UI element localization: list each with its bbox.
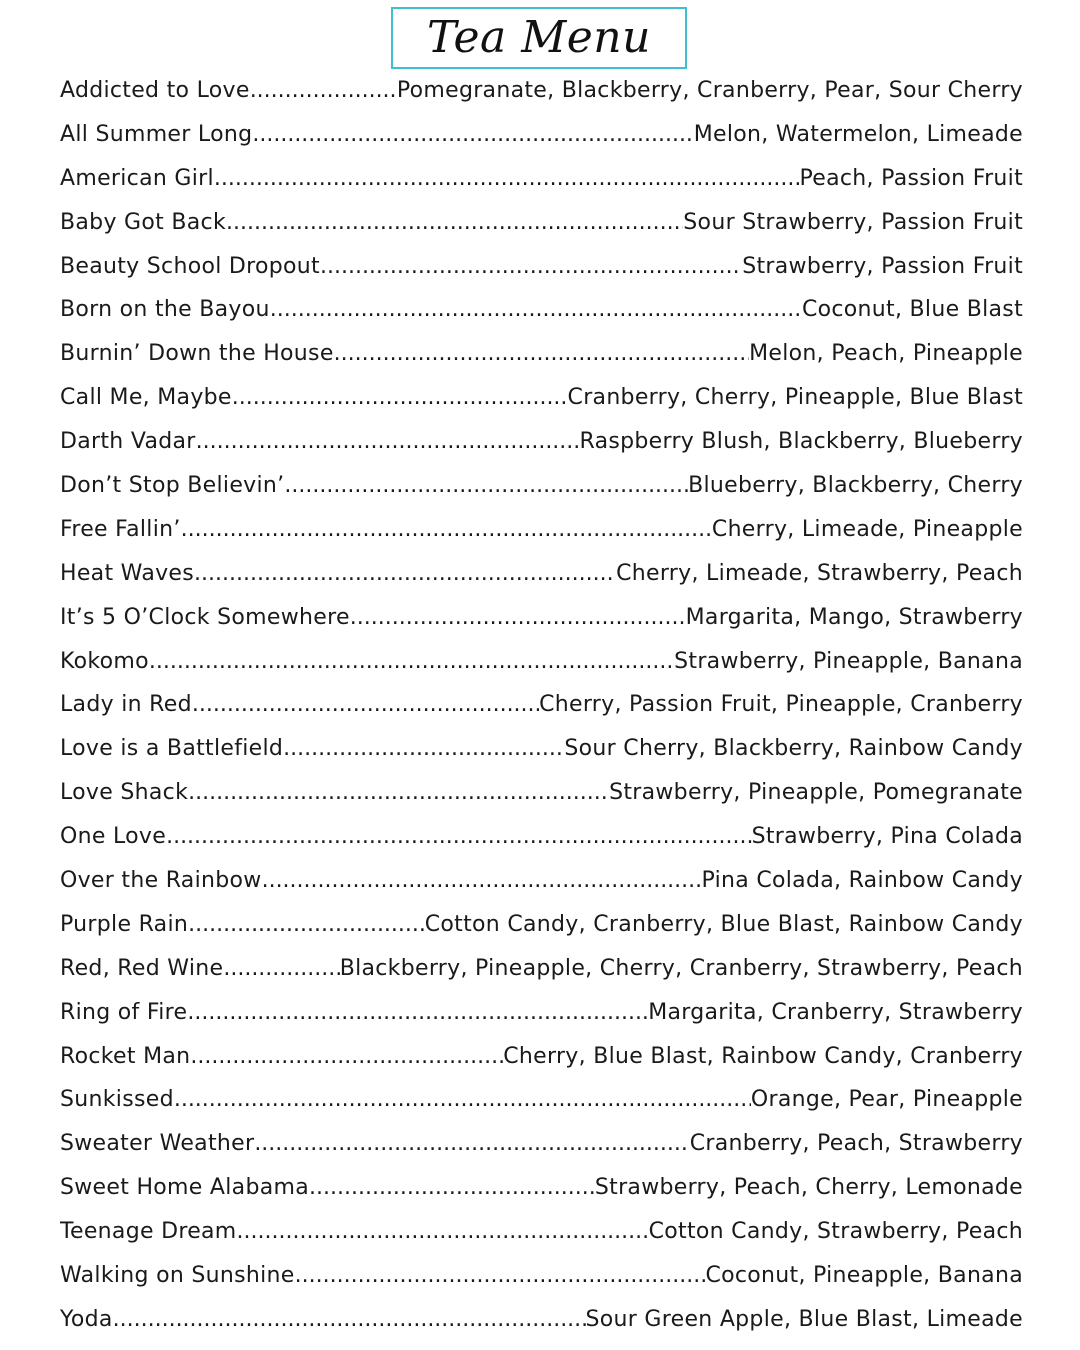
menu-item [60, 508, 1023, 552]
menu-item-name: Lady in Red [60, 692, 192, 718]
menu-item-flavors: Coconut, Blue Blast [801, 297, 1023, 323]
menu-item [60, 245, 1023, 289]
dot-leader [309, 1166, 595, 1210]
menu-item [60, 1078, 1023, 1122]
menu-item-flavors: Raspberry Blush, Blackberry, Blueberry [579, 429, 1023, 455]
menu-item-flavors: Cherry, Limeade, Pineapple [711, 516, 1023, 542]
menu-item-name: Purple Rain [60, 911, 189, 937]
dot-leader [181, 508, 712, 552]
menu-item-name: Walking on Sunshine [60, 1263, 295, 1289]
dot-leader [188, 771, 609, 815]
menu-item [60, 683, 1023, 727]
menu-item-name: It’s 5 O’Clock Somewhere [60, 604, 350, 630]
menu-item-name: Call Me, Maybe [60, 385, 232, 411]
title-box [391, 7, 687, 69]
menu-item-flavors: Orange, Pear, Pineapple [750, 1087, 1023, 1113]
menu-item-flavors: Peach, Passion Fruit [799, 165, 1023, 191]
dot-leader [214, 157, 800, 201]
dot-leader [149, 640, 674, 684]
menu-item-name: Ring of Fire [60, 999, 188, 1025]
menu-item [60, 157, 1023, 201]
menu-item-name: Baby Got Back [60, 209, 226, 235]
menu-item-flavors: Cherry, Blue Blast, Rainbow Candy, Cranberry [503, 1043, 1023, 1069]
menu-item [60, 288, 1023, 332]
menu-item [60, 552, 1023, 596]
menu-item-flavors: Blueberry, Blackberry, Cherry [688, 473, 1023, 499]
menu-item-name: Yoda [60, 1306, 113, 1332]
menu-item [60, 947, 1023, 991]
dot-leader [223, 947, 339, 991]
menu-item-flavors: Cherry, Passion Fruit, Pineapple, Cranberry [539, 692, 1023, 718]
menu-item-flavors: Cranberry, Cherry, Pineapple, Blue Blast [567, 385, 1023, 411]
dot-leader [166, 815, 752, 859]
menu-item-name: Sweet Home Alabama [60, 1175, 310, 1201]
menu-item-flavors: Pina Colada, Rainbow Candy [701, 868, 1023, 894]
menu-item-name: Red, Red Wine [60, 955, 224, 981]
dot-leader [252, 113, 693, 157]
menu-item [60, 1122, 1023, 1166]
menu-item-flavors: Cotton Candy, Strawberry, Peach [648, 1219, 1023, 1245]
menu-item-name: Heat Waves [60, 560, 195, 586]
menu-item-name: Burnin’ Down the House [60, 341, 334, 367]
dot-leader [194, 552, 616, 596]
dot-leader [232, 376, 568, 420]
menu-item-flavors: Sour Strawberry, Passion Fruit [683, 209, 1023, 235]
menu-item [60, 771, 1023, 815]
menu-item-flavors: Sour Cherry, Blackberry, Rainbow Candy [564, 736, 1023, 762]
menu-item-flavors: Strawberry, Pina Colada [751, 824, 1023, 850]
menu-item-name: Addicted to Love [60, 78, 250, 103]
menu-item [60, 332, 1023, 376]
dot-leader [350, 596, 686, 640]
menu-item-name: Beauty School Dropout [60, 253, 320, 279]
menu-item-name: Sweater Weather [60, 1131, 255, 1157]
dot-leader [334, 332, 749, 376]
dot-leader [250, 69, 397, 113]
menu-item-flavors: Cranberry, Peach, Strawberry [689, 1131, 1023, 1157]
page-title: Tea Menu [427, 12, 651, 63]
menu-item-name: American Girl [60, 165, 214, 191]
menu-item-name: All Summer Long [60, 121, 253, 147]
dot-leader [113, 1298, 586, 1342]
menu-item-flavors: Cotton Candy, Cranberry, Blue Blast, Rainbow Candy [424, 911, 1023, 937]
menu-item [60, 376, 1023, 420]
menu-item-flavors: Margarita, Cranberry, Strawberry [648, 999, 1023, 1025]
menu-item-flavors: Blackberry, Pineapple, Cherry, Cranberry, Strawberry, Peach [339, 955, 1023, 981]
menu-item-name: One Love [60, 824, 167, 850]
menu-item-flavors: Strawberry, Peach, Cherry, Lemonade [594, 1175, 1023, 1201]
menu-item [60, 113, 1023, 157]
menu-item [60, 201, 1023, 245]
menu-item-name: Over the Rainbow [60, 868, 262, 894]
menu-item-flavors: Melon, Peach, Pineapple [749, 341, 1023, 367]
menu-item [60, 640, 1023, 684]
menu-item [60, 1298, 1023, 1342]
dot-leader [262, 859, 702, 903]
menu-item [60, 1035, 1023, 1079]
menu-item-name: Darth Vadar [60, 429, 196, 455]
menu-item [60, 596, 1023, 640]
menu-item-name: Rocket Man [60, 1043, 191, 1069]
dot-leader [270, 288, 802, 332]
menu-item-flavors: Strawberry, Pineapple, Pomegranate [609, 780, 1023, 806]
dot-leader [187, 991, 648, 1035]
dot-leader [188, 903, 425, 947]
menu-item-flavors: Cherry, Limeade, Strawberry, Peach [616, 560, 1023, 586]
dot-leader [192, 683, 539, 727]
dot-leader [196, 420, 580, 464]
menu-item-flavors: Strawberry, Pineapple, Banana [674, 648, 1023, 674]
menu-item-name: Sunkissed [60, 1087, 174, 1113]
menu-item [60, 1254, 1023, 1298]
menu-item-name: Love is a Battlefield [60, 736, 284, 762]
menu-item-name: Born on the Bayou [60, 297, 270, 323]
menu-item [60, 464, 1023, 508]
tea-menu-list [60, 69, 1023, 1342]
dot-leader [190, 1035, 503, 1079]
menu-item-flavors: Coconut, Pineapple, Banana [705, 1263, 1023, 1289]
dot-leader [237, 1210, 649, 1254]
dot-leader [226, 201, 683, 245]
dot-leader [283, 727, 564, 771]
dot-leader [284, 464, 688, 508]
menu-item [60, 420, 1023, 464]
menu-item-flavors: Strawberry, Passion Fruit [742, 253, 1023, 279]
menu-item-flavors: Margarita, Mango, Strawberry [685, 604, 1023, 630]
menu-item [60, 991, 1023, 1035]
dot-leader [295, 1254, 706, 1298]
menu-item [60, 1166, 1023, 1210]
menu-item-name: Love Shack [60, 780, 189, 806]
menu-item-flavors: Sour Green Apple, Blue Blast, Limeade [585, 1306, 1023, 1332]
menu-item-name: Free Fallin’ [60, 516, 181, 542]
menu-item [60, 903, 1023, 947]
menu-item [60, 727, 1023, 771]
menu-item [60, 859, 1023, 903]
dot-leader [174, 1078, 751, 1122]
menu-item [60, 1210, 1023, 1254]
dot-leader [320, 245, 742, 289]
dot-leader [254, 1122, 689, 1166]
menu-item-name: Don’t Stop Believin’ [60, 473, 285, 499]
menu-item-name: Teenage Dream [60, 1219, 237, 1245]
menu-item-name: Kokomo [60, 648, 149, 674]
menu-item-flavors: Pomegranate, Blackberry, Cranberry, Pear, Sour Cherry [396, 78, 1023, 103]
menu-item [60, 815, 1023, 859]
menu-item-flavors: Melon, Watermelon, Limeade [693, 121, 1023, 147]
menu-item [60, 69, 1023, 113]
